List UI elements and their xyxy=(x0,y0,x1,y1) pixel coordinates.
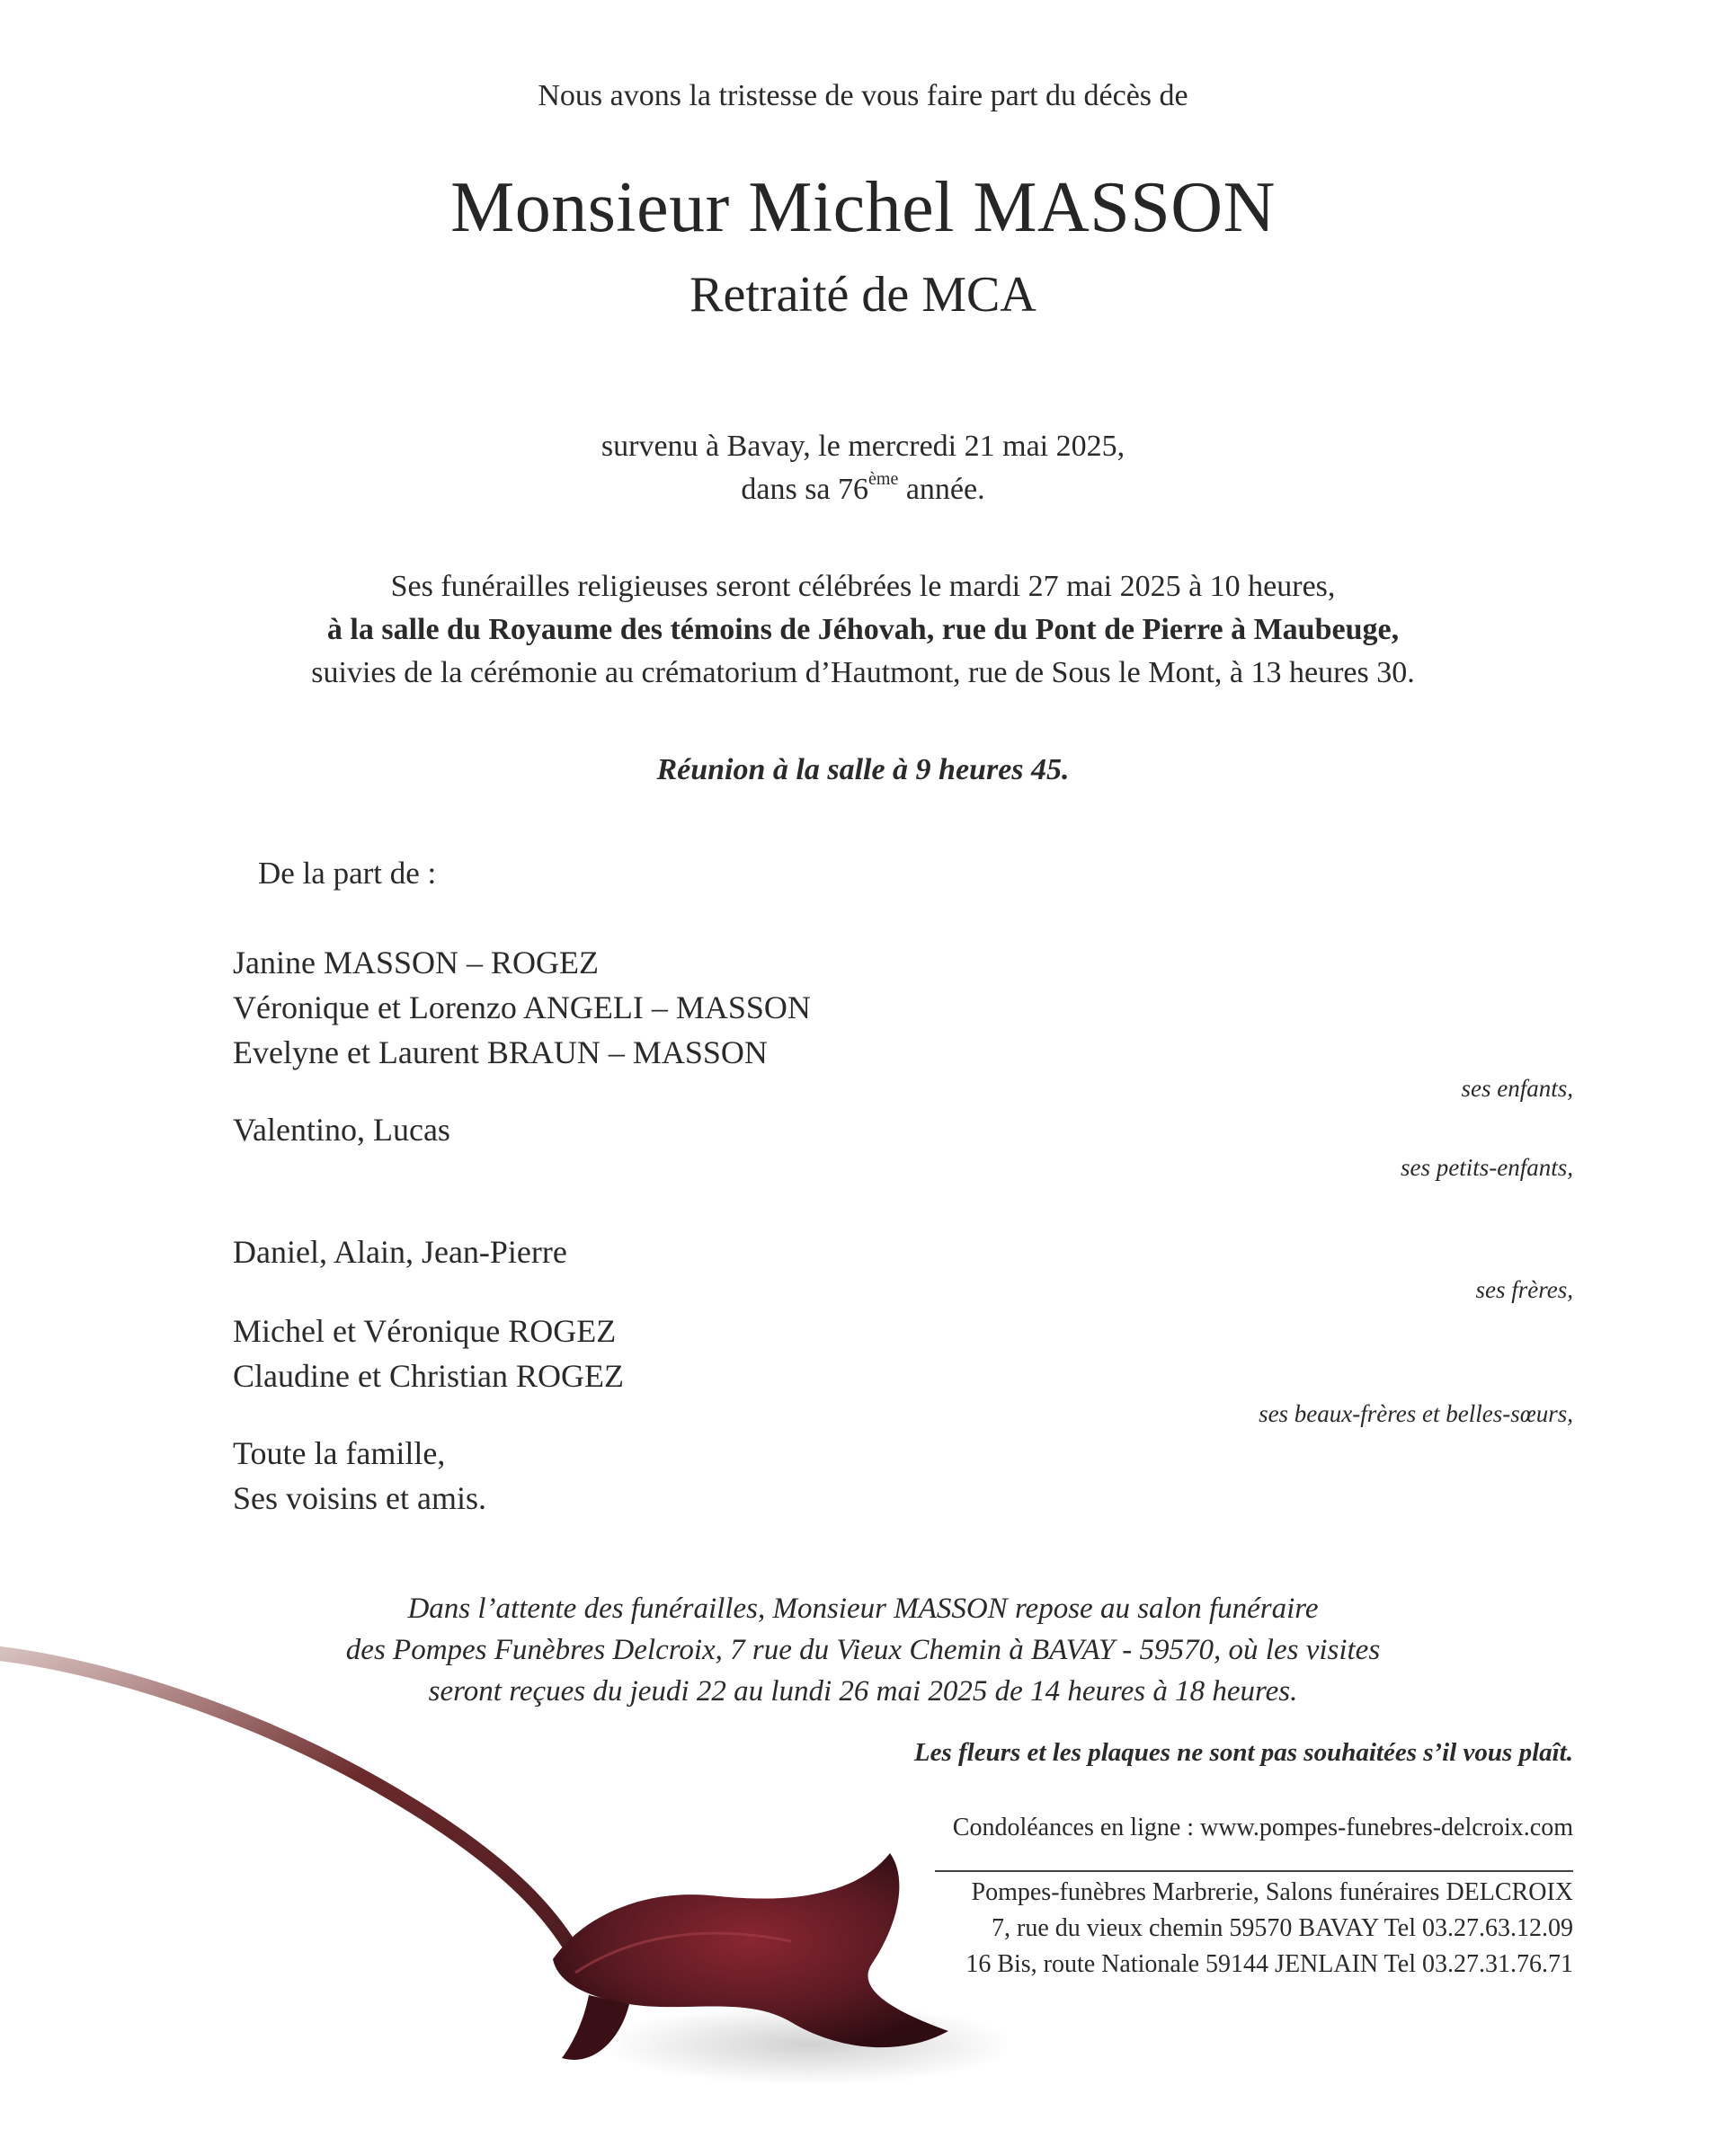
from-label: De la part de : xyxy=(258,856,437,891)
deceased-name: Monsieur Michel MASSON xyxy=(450,168,1276,247)
wait-line-1: Dans l’attente des funérailles, Monsieur MASSON repose au salon funéraire xyxy=(407,1593,1319,1625)
funeral-home-address: 7, rue du vieux chemin 59570 BAVAY Tel 03.27.63.12.09 xyxy=(992,1914,1573,1942)
family-member: Véronique et Lorenzo ANGELI – MASSON xyxy=(233,989,811,1025)
wait-line-3: seront reçues du jeudi 22 au lundi 26 mai 2025 de 14 heures à 18 heures. xyxy=(428,1675,1298,1708)
funeral-line-2: à la salle du Royaume des témoins de Jéhovah, rue du Pont de Pierre à Maubeuge, xyxy=(326,613,1400,646)
family-member: Toute la famille, xyxy=(233,1435,446,1471)
funeral-home-name: Pompes-funèbres Marbrerie, Salons funéraires DELCROIX xyxy=(971,1878,1573,1906)
no-flowers-notice: Les fleurs et les plaques ne sont pas souhaitées s’il vous plaît. xyxy=(913,1738,1573,1767)
intro-text: Nous avons la tristesse de vous faire part du décès de xyxy=(538,79,1188,112)
family-member: Claudine et Christian ROGEZ xyxy=(233,1358,624,1394)
meeting-time: Réunion à la salle à 9 heures 45. xyxy=(656,753,1070,786)
family-member: Michel et Véronique ROGEZ xyxy=(233,1313,617,1349)
family-member: Evelyne et Laurent BRAUN – MASSON xyxy=(233,1034,768,1070)
relation-label: ses beaux-frères et belles-sœurs, xyxy=(1259,1400,1573,1427)
relation-label: ses enfants, xyxy=(1461,1075,1573,1102)
funeral-line-3: suivies de la cérémonie au crématorium d’Hautmont, rue de Sous le Mont, à 13 heures 30. xyxy=(311,656,1415,689)
relation-label: ses petits-enfants, xyxy=(1401,1154,1573,1181)
age-suffix: année. xyxy=(898,473,985,506)
funeral-line-1: Ses funérailles religieuses seront célébrées le mardi 27 mai 2025 à 10 heures, xyxy=(390,570,1336,603)
age-superscript: ème xyxy=(868,469,899,489)
relation-label: ses frères, xyxy=(1475,1276,1573,1303)
age-prefix: dans sa 76 xyxy=(741,473,869,506)
wait-line-2: des Pompes Funèbres Delcroix, 7 rue du Vieux Chemin à BAVAY - 59570, où les visites xyxy=(345,1634,1381,1666)
death-line-2 xyxy=(0,469,1726,507)
deceased-profession: Retraité de MCA xyxy=(690,267,1036,323)
online-condolences: Condoléances en ligne : www.pompes-funebres-delcroix.com xyxy=(952,1814,1573,1841)
family-member: Janine MASSON – ROGEZ xyxy=(233,945,600,980)
family-member: Valentino, Lucas xyxy=(233,1112,450,1148)
funeral-home-address: 16 Bis, route Nationale 59144 JENLAIN Tel 03.27.31.76.71 xyxy=(965,1950,1573,1978)
divider xyxy=(935,1870,1573,1872)
family-member: Daniel, Alain, Jean-Pierre xyxy=(233,1234,567,1270)
family-member: Ses voisins et amis. xyxy=(233,1480,487,1516)
death-line-1: survenu à Bavay, le mercredi 21 mai 2025, xyxy=(601,430,1125,463)
